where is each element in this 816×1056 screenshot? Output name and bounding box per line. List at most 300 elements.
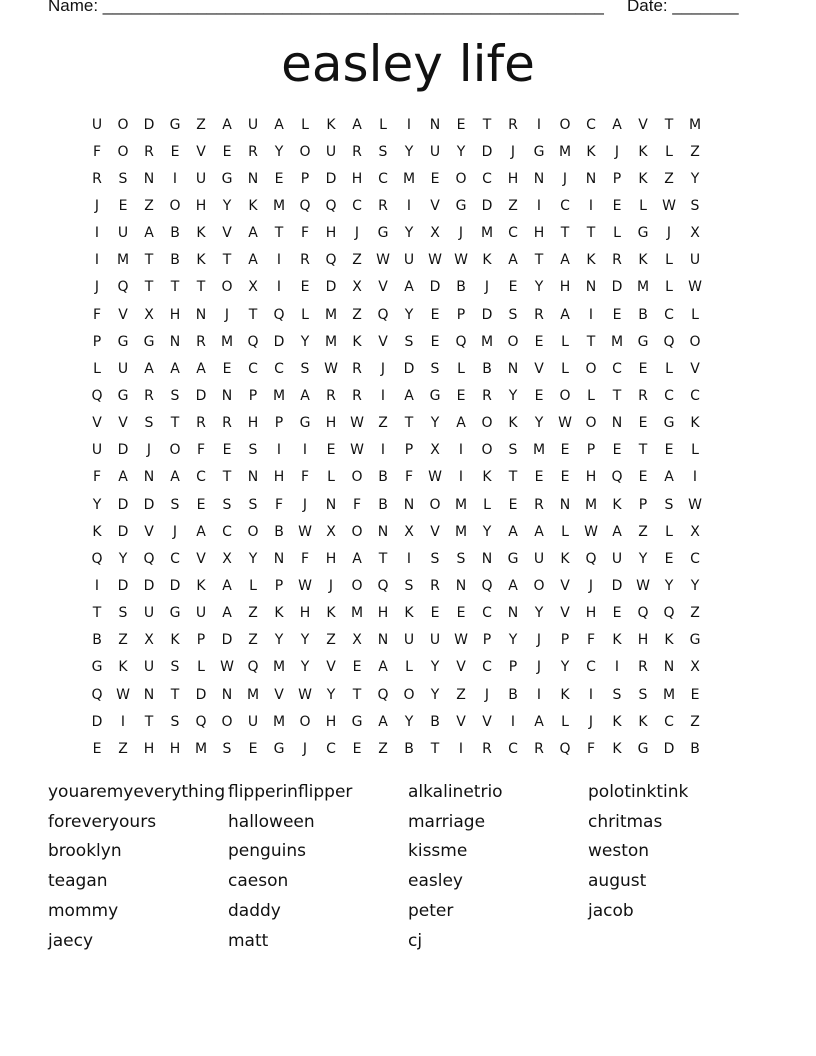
grid-letter: L [93, 360, 101, 377]
grid-letter: H [169, 306, 181, 323]
grid-letter: Y [118, 550, 128, 567]
grid-letter: O [169, 442, 181, 459]
grid-letter: S [300, 360, 310, 377]
grid-letter: Q [299, 197, 311, 214]
word-bank-item: matt [228, 930, 269, 951]
grid-letter: K [560, 686, 570, 703]
grid-letter: J [94, 197, 100, 214]
grid-letter: D [117, 442, 129, 459]
grid-letter: O [533, 577, 545, 594]
grid-letter: J [484, 279, 490, 296]
grid-letter: W [376, 252, 390, 269]
grid-row [84, 301, 732, 328]
grid-letter: L [301, 306, 309, 323]
grid-letter: A [222, 605, 232, 622]
word-bank-item: foreveryours [48, 811, 157, 832]
grid-letter: Q [377, 686, 389, 703]
grid-letter: S [378, 143, 388, 160]
grid-letter: M [220, 333, 234, 350]
grid-letter: U [429, 632, 441, 649]
grid-letter: E [170, 143, 180, 160]
grid-letter: T [404, 415, 414, 432]
grid-letter: R [378, 197, 388, 214]
grid-letter: U [195, 605, 207, 622]
grid-letter: P [300, 170, 310, 187]
grid-letter: W [220, 659, 234, 676]
grid-letter: I [458, 740, 464, 757]
grid-letter: P [586, 442, 596, 459]
grid-letter: Z [248, 632, 258, 649]
word-bank-item: daddy [228, 901, 281, 922]
grid-letter: L [405, 659, 413, 676]
grid-letter: C [664, 387, 674, 404]
grid-letter: G [507, 550, 519, 567]
grid-letter: I [380, 387, 386, 404]
grid-letter: R [352, 360, 362, 377]
grid-row [84, 138, 732, 165]
grid-letter: Y [222, 197, 232, 214]
grid-letter: U [247, 713, 259, 730]
grid-letter: E [534, 333, 544, 350]
grid-letter: G [351, 713, 363, 730]
grid-letter: L [665, 143, 673, 160]
grid-letter: V [144, 523, 154, 540]
grid-letter: Y [508, 387, 518, 404]
grid-row [84, 274, 732, 301]
grid-letter: Z [352, 252, 362, 269]
grid-letter: Q [91, 550, 103, 567]
grid-letter: O [169, 197, 181, 214]
grid-letter: I [536, 197, 542, 214]
word-bank-item: peter [408, 901, 454, 922]
word-bank-item: marriage [408, 811, 486, 832]
grid-letter: G [637, 225, 649, 242]
grid-letter: E [508, 279, 518, 296]
grid-letter: V [92, 415, 102, 432]
grid-letter: Q [273, 306, 285, 323]
grid-letter: F [300, 225, 310, 242]
grid-letter: Y [404, 306, 414, 323]
grid-letter: R [534, 496, 544, 513]
grid-letter: E [196, 496, 206, 513]
grid-letter: B [430, 713, 440, 730]
grid-letter: L [457, 360, 465, 377]
grid-letter: K [274, 605, 284, 622]
grid-letter: N [247, 469, 259, 486]
word-bank-item: polotinktink [588, 781, 689, 802]
grid-letter: P [404, 442, 414, 459]
grid-letter: I [588, 306, 594, 323]
grid-row [84, 654, 732, 681]
grid-letter: A [456, 415, 466, 432]
grid-letter: K [248, 197, 258, 214]
grid-letter: Q [455, 333, 467, 350]
grid-letter: R [144, 387, 154, 404]
grid-letter: T [170, 279, 180, 296]
grid-letter: F [92, 143, 102, 160]
grid-letter: H [585, 605, 597, 622]
grid-letter: A [508, 523, 518, 540]
grid-letter: K [508, 415, 518, 432]
word-bank-item: weston [588, 841, 650, 862]
grid-letter: R [196, 333, 206, 350]
grid-letter: Y [690, 170, 700, 187]
grid-letter: V [456, 659, 466, 676]
grid-letter: U [143, 659, 155, 676]
grid-letter: R [482, 740, 492, 757]
grid-letter: C [586, 116, 596, 133]
word-bank-item: brooklyn [48, 841, 122, 862]
grid-letter: N [221, 387, 233, 404]
grid-letter: G [169, 116, 181, 133]
grid-letter: N [429, 116, 441, 133]
grid-letter: H [351, 170, 363, 187]
word-bank-row [48, 807, 768, 837]
grid-letter: C [508, 225, 518, 242]
grid-letter: C [690, 387, 700, 404]
grid-letter: U [117, 225, 129, 242]
grid-letter: D [481, 306, 493, 323]
grid-letter: Z [326, 632, 336, 649]
grid-letter: G [299, 415, 311, 432]
grid-letter: Y [404, 143, 414, 160]
header [48, 0, 739, 16]
grid-letter: T [144, 713, 154, 730]
grid-letter: L [639, 197, 647, 214]
grid-letter: Y [664, 577, 674, 594]
date-field-label: Date: _______ [627, 0, 739, 15]
grid-letter: R [534, 306, 544, 323]
grid-letter: G [117, 387, 129, 404]
grid-letter: O [351, 469, 363, 486]
grid-row [84, 735, 732, 762]
grid-letter: X [144, 632, 154, 649]
grid-letter: O [351, 577, 363, 594]
grid-letter: Y [430, 686, 440, 703]
grid-letter: E [664, 550, 674, 567]
grid-letter: F [92, 306, 102, 323]
grid-letter: A [404, 279, 414, 296]
grid-letter: W [636, 577, 650, 594]
word-bank [48, 777, 768, 956]
grid-letter: L [665, 279, 673, 296]
grid-letter: R [482, 387, 492, 404]
grid-letter: J [458, 225, 464, 242]
grid-letter: W [454, 632, 468, 649]
grid-letter: T [378, 550, 388, 567]
grid-letter: Z [196, 116, 206, 133]
grid-letter: O [429, 496, 441, 513]
grid-letter: U [403, 632, 415, 649]
grid-letter: X [248, 279, 258, 296]
grid-letter: A [196, 360, 206, 377]
grid-letter: Y [92, 496, 102, 513]
grid-letter: N [221, 686, 233, 703]
grid-letter: L [691, 306, 699, 323]
grid-letter: X [404, 523, 414, 540]
grid-row [84, 192, 732, 219]
grid-letter: K [326, 605, 336, 622]
grid-letter: R [248, 143, 258, 160]
grid-letter: G [637, 740, 649, 757]
grid-letter: K [404, 605, 414, 622]
grid-letter: S [664, 496, 674, 513]
grid-letter: D [117, 523, 129, 540]
grid-letter: D [143, 496, 155, 513]
grid-row [84, 382, 732, 409]
grid-letter: D [273, 333, 285, 350]
grid-letter: M [662, 686, 676, 703]
grid-letter: J [510, 143, 516, 160]
grid-letter: U [429, 143, 441, 160]
grid-letter: J [354, 225, 360, 242]
grid-letter: E [690, 686, 700, 703]
grid-letter: T [222, 469, 232, 486]
grid-letter: B [482, 360, 492, 377]
grid-letter: S [404, 333, 414, 350]
grid-letter: H [507, 170, 519, 187]
grid-letter: N [273, 550, 285, 567]
grid-letter: R [222, 415, 232, 432]
grid-letter: R [144, 143, 154, 160]
grid-letter: H [273, 469, 285, 486]
grid-letter: R [430, 577, 440, 594]
grid-letter: K [586, 252, 596, 269]
grid-letter: O [299, 143, 311, 160]
grid-letter: A [560, 252, 570, 269]
grid-letter: M [402, 170, 416, 187]
grid-letter: N [143, 170, 155, 187]
grid-letter: M [480, 225, 494, 242]
grid-letter: N [377, 523, 389, 540]
grid-letter: Y [248, 550, 258, 567]
grid-row [84, 464, 732, 491]
grid-letter: J [172, 523, 178, 540]
grid-letter: D [481, 197, 493, 214]
grid-letter: A [196, 523, 206, 540]
grid-letter: A [248, 225, 258, 242]
grid-letter: E [118, 197, 128, 214]
grid-letter: F [586, 632, 596, 649]
word-bank-item: chritmas [588, 811, 663, 832]
grid-letter: J [536, 659, 542, 676]
grid-letter: C [690, 550, 700, 567]
grid-letter: I [276, 279, 282, 296]
grid-letter: P [274, 415, 284, 432]
grid-letter: Z [690, 605, 700, 622]
grid-letter: F [92, 469, 102, 486]
grid-letter: F [274, 496, 284, 513]
word-bank-row [48, 926, 768, 956]
grid-letter: H [585, 469, 597, 486]
grid-letter: A [560, 306, 570, 323]
grid-letter: P [274, 577, 284, 594]
grid-letter: M [350, 605, 364, 622]
grid-letter: A [612, 523, 622, 540]
grid-letter: X [430, 225, 440, 242]
grid-letter: J [328, 577, 334, 594]
grid-row [84, 328, 732, 355]
grid-letter: H [325, 713, 337, 730]
grid-letter: H [637, 632, 649, 649]
grid-letter: F [300, 550, 310, 567]
grid-letter: B [456, 279, 466, 296]
grid-letter: V [118, 415, 128, 432]
grid-letter: F [196, 442, 206, 459]
grid-letter: T [534, 252, 544, 269]
grid-letter: B [404, 740, 414, 757]
grid-letter: I [94, 225, 100, 242]
grid-letter: F [404, 469, 414, 486]
grid-letter: O [455, 170, 467, 187]
grid-letter: M [272, 713, 286, 730]
grid-letter: O [351, 523, 363, 540]
grid-letter: Q [481, 577, 493, 594]
grid-letter: T [144, 279, 154, 296]
grid-letter: I [614, 659, 620, 676]
grid-letter: T [586, 225, 596, 242]
grid-letter: I [94, 577, 100, 594]
grid-letter: T [586, 333, 596, 350]
grid-letter: O [585, 360, 597, 377]
grid-letter: E [612, 605, 622, 622]
grid-letter: G [91, 659, 103, 676]
grid-letter: B [378, 496, 388, 513]
grid-letter: V [274, 686, 284, 703]
grid-letter: P [638, 496, 648, 513]
grid-letter: F [300, 469, 310, 486]
grid-letter: S [118, 170, 128, 187]
word-bank-item: mommy [48, 901, 119, 922]
grid-letter: S [222, 496, 232, 513]
grid-letter: V [430, 197, 440, 214]
grid-letter: L [665, 523, 673, 540]
grid-letter: A [222, 577, 232, 594]
grid-letter: R [638, 387, 648, 404]
grid-letter: G [117, 333, 129, 350]
grid-letter: S [508, 442, 518, 459]
grid-letter: V [690, 360, 700, 377]
grid-letter: S [612, 686, 622, 703]
grid-letter: E [430, 306, 440, 323]
grid-letter: C [170, 550, 180, 567]
grid-letter: L [665, 252, 673, 269]
grid-letter: X [430, 442, 440, 459]
grid-letter: D [325, 170, 337, 187]
grid-letter: Q [637, 605, 649, 622]
grid-letter: Y [534, 279, 544, 296]
grid-letter: B [690, 740, 700, 757]
grid-letter: A [534, 713, 544, 730]
grid-letter: B [92, 632, 102, 649]
grid-letter: C [326, 740, 336, 757]
grid-letter: A [248, 252, 258, 269]
grid-row [84, 410, 732, 437]
grid-letter: Z [118, 740, 128, 757]
grid-letter: Y [456, 143, 466, 160]
grid-row [84, 545, 732, 572]
grid-letter: T [352, 686, 362, 703]
grid-letter: T [222, 252, 232, 269]
grid-letter: N [377, 632, 389, 649]
grid-letter: L [327, 469, 335, 486]
grid-letter: Y [534, 605, 544, 622]
grid-letter: S [456, 550, 466, 567]
grid-letter: K [352, 333, 362, 350]
grid-letter: X [352, 279, 362, 296]
grid-letter: N [507, 605, 519, 622]
grid-letter: H [325, 225, 337, 242]
grid-letter: I [458, 469, 464, 486]
grid-letter: E [222, 143, 232, 160]
grid-letter: H [299, 605, 311, 622]
grid-letter: E [248, 740, 258, 757]
grid-letter: K [92, 523, 102, 540]
grid-letter: O [481, 442, 493, 459]
grid-letter: G [221, 170, 233, 187]
grid-letter: K [170, 632, 180, 649]
grid-letter: N [247, 170, 259, 187]
grid-letter: S [404, 577, 414, 594]
grid-letter: G [143, 333, 155, 350]
grid-letter: K [196, 577, 206, 594]
grid-letter: N [143, 686, 155, 703]
grid-letter: S [170, 387, 180, 404]
grid-letter: P [482, 632, 492, 649]
grid-letter: T [638, 442, 648, 459]
word-bank-item: easley [408, 871, 463, 892]
grid-letter: A [118, 469, 128, 486]
grid-letter: V [196, 143, 206, 160]
grid-letter: Q [143, 550, 155, 567]
grid-letter: P [248, 387, 258, 404]
grid-letter: U [533, 550, 545, 567]
grid-letter: Q [663, 605, 675, 622]
grid-letter: V [326, 659, 336, 676]
grid-letter: D [221, 632, 233, 649]
grid-letter: Q [195, 713, 207, 730]
grid-letter: E [508, 496, 518, 513]
word-bank-item: alkalinetrio [408, 781, 503, 802]
grid-letter: S [638, 686, 648, 703]
grid-letter: E [612, 442, 622, 459]
grid-letter: U [403, 252, 415, 269]
grid-letter: M [246, 686, 260, 703]
grid-letter: O [117, 143, 129, 160]
grid-letter: D [143, 577, 155, 594]
grid-letter: M [272, 197, 286, 214]
grid-letter: R [92, 170, 102, 187]
grid-letter: A [352, 116, 362, 133]
word-bank-row [48, 896, 768, 926]
grid-letter: Y [300, 659, 310, 676]
grid-letter: Y [508, 632, 518, 649]
grid-letter: R [196, 415, 206, 432]
grid-letter: V [222, 225, 232, 242]
grid-letter: T [170, 686, 180, 703]
grid-letter: P [196, 632, 206, 649]
grid-letter: D [91, 713, 103, 730]
grid-letter: D [611, 577, 623, 594]
grid-letter: A [404, 387, 414, 404]
grid-letter: K [638, 143, 648, 160]
grid-letter: M [272, 387, 286, 404]
grid-letter: Q [91, 387, 103, 404]
grid-letter: V [118, 306, 128, 323]
grid-letter: Z [352, 306, 362, 323]
grid-letter: R [300, 252, 310, 269]
grid-letter: P [456, 306, 466, 323]
